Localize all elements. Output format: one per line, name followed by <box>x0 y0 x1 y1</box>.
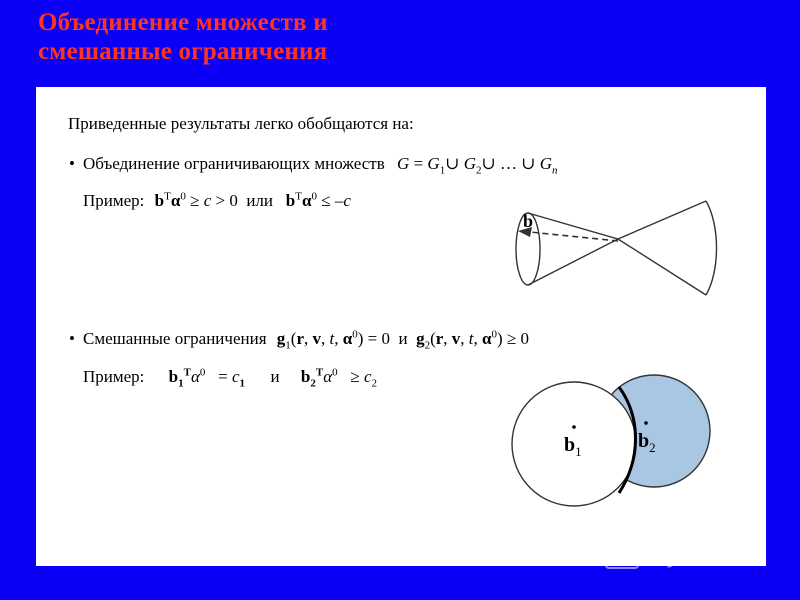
content-panel <box>36 87 766 566</box>
bullet-dot: • <box>69 154 75 173</box>
intersecting-circles-figure <box>506 369 726 529</box>
circle-label-b2: $b_2$ <box>638 430 656 455</box>
point-b2 <box>644 421 648 425</box>
intro-text: Приведенные результаты легко обобщаются на: <box>68 114 414 133</box>
watermark-logo-icon <box>605 539 639 569</box>
b-vector-line <box>530 232 618 241</box>
example1-formula: $b^T\alpha^0 \ge c > 0$ или $b^T\alpha^0 \le -c$ <box>154 190 351 210</box>
union-formula: $G = G_1\cup$ $G_2\cup$ … ∪ $G_n$ <box>397 154 558 177</box>
cone-right-base <box>706 201 717 295</box>
watermark-text: MyShared <box>645 538 764 568</box>
watermark <box>605 538 764 569</box>
bullet-dot: • <box>69 329 75 348</box>
mixed-bullet-item <box>69 328 530 352</box>
example1-line <box>83 191 351 211</box>
example2-formula: $b_1^T\alpha^0 = c_1$ и $b_2^T\alpha^0 \ge c_2$ <box>168 366 378 390</box>
union-text: Объединение ограничивающих множеств <box>83 154 385 173</box>
cone-label-b: b <box>523 211 534 231</box>
mixed-formula: $g_1(r$, v, t, $\alpha^0) = 0$ и $g_2(r$, v, t, $\alpha^0) \ge 0$ <box>276 328 530 352</box>
cone-lower-edge <box>528 239 706 295</box>
example2-label: Пример: <box>83 367 145 386</box>
circle-label-b1: $b_1$ <box>564 434 582 459</box>
title-line-1: Объединение множеств и <box>38 9 328 36</box>
mixed-text: Смешанные ограничения <box>83 329 267 348</box>
cone-upper-edge <box>528 201 706 239</box>
example1-label: Пример: <box>83 191 145 210</box>
slide-title <box>38 8 328 66</box>
double-cone-figure <box>506 195 726 305</box>
union-bullet-item <box>69 154 558 177</box>
title-line-2: смешанные ограничения <box>38 38 328 65</box>
point-b1 <box>572 425 576 429</box>
example2-line <box>83 366 378 390</box>
